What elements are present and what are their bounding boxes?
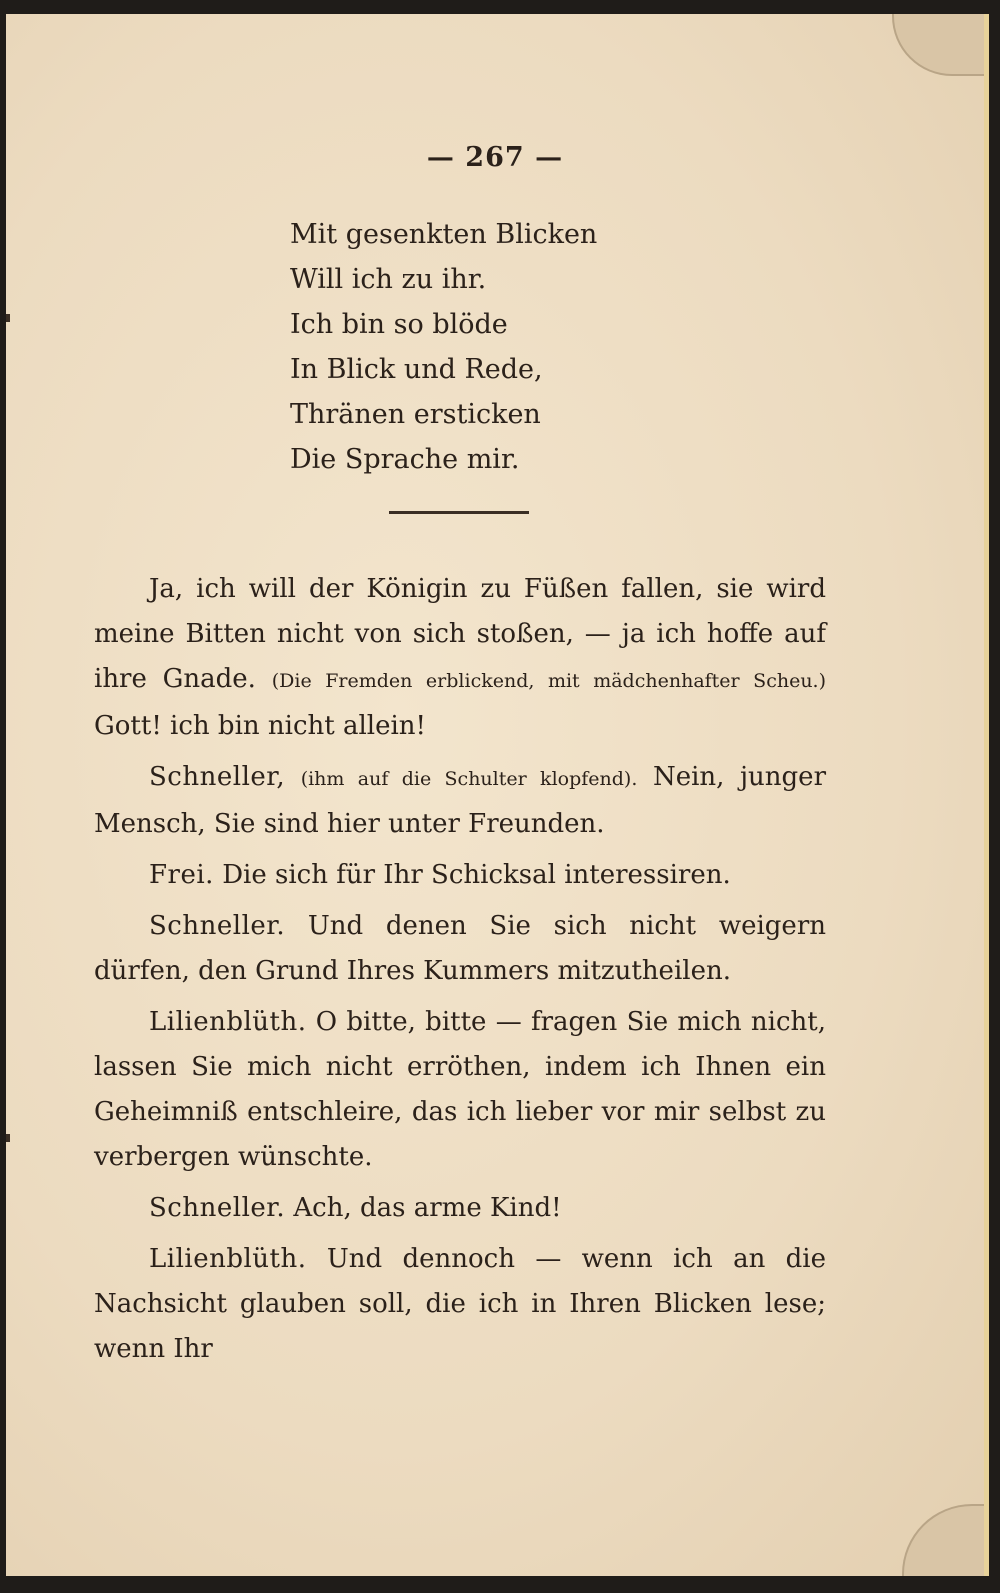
verse-line: Mit gesenkten Blicken [290, 219, 598, 250]
paragraph-text: O bitte, bitte — fragen Sie mich nicht, lassen Sie mich nicht erröthen, indem ich Ihnen ein Geheimniß entschleire, das ich lieber vor mir selbst zu verbergen wünschte. [94, 1007, 826, 1172]
paragraph [94, 853, 826, 898]
paragraph-text: Gott! ich bin nicht allein! [94, 711, 426, 741]
speaker-name: Frei. [149, 860, 214, 890]
stage-direction: (Die Fremden erblickend, mit mädchenhafter Scheu.) [271, 670, 827, 692]
margin-speck [6, 314, 10, 322]
stage-direction: (ihm auf die Schulter klopfend). [300, 768, 638, 790]
paragraph [94, 904, 826, 994]
paragraph [94, 567, 826, 749]
paragraph [94, 1000, 826, 1180]
page-corner-protector-top [892, 14, 984, 76]
paragraph [94, 1186, 826, 1231]
speaker-name: Schneller. [149, 1193, 286, 1223]
paragraph-text: Die sich für Ihr Schicksal interessiren. [222, 860, 731, 890]
paragraph-text: Ach, das arme Kind! [293, 1193, 562, 1223]
paragraph [94, 1237, 826, 1372]
paragraph-text: Und denen Sie sich nicht weigern dürfen, den Grund Ihres Kummers mitzutheilen. [94, 911, 826, 986]
verse-block [290, 212, 597, 482]
verse-line: Ich bin so blöde [290, 309, 508, 340]
margin-speck [6, 1134, 10, 1142]
paragraph-text: Ja, ich will der Königin zu Füßen fallen, sie wird meine Bitten nicht von sich stoßen, — ja ich hoffe auf ihre Gnade. [94, 574, 826, 694]
verse-line: Die Sprache mir. [290, 444, 520, 475]
verse-line: In Blick und Rede, [290, 354, 543, 385]
speaker-name: Lilienblüth. [149, 1244, 307, 1274]
paragraph [94, 755, 826, 847]
page-number: — 267 — [426, 142, 564, 173]
section-divider [389, 511, 529, 514]
page-corner-protector-bottom [902, 1504, 984, 1576]
speaker-name: Schneller, [149, 762, 286, 792]
dialogue-text [94, 567, 826, 1378]
book-page [6, 14, 989, 1576]
paragraph-text: Und dennoch — wenn ich an die Nachsicht glauben soll, die ich in Ihren Blicken lese; wenn Ihr [94, 1244, 827, 1364]
verse-line: Thränen ersticken [290, 399, 541, 430]
verse-line: Will ich zu ihr. [290, 264, 487, 295]
speaker-name: Schneller. [149, 911, 286, 941]
paragraph-text: Nein, junger Mensch, Sie sind hier unter Freunden. [94, 762, 826, 839]
speaker-name: Lilienblüth. [149, 1007, 307, 1037]
